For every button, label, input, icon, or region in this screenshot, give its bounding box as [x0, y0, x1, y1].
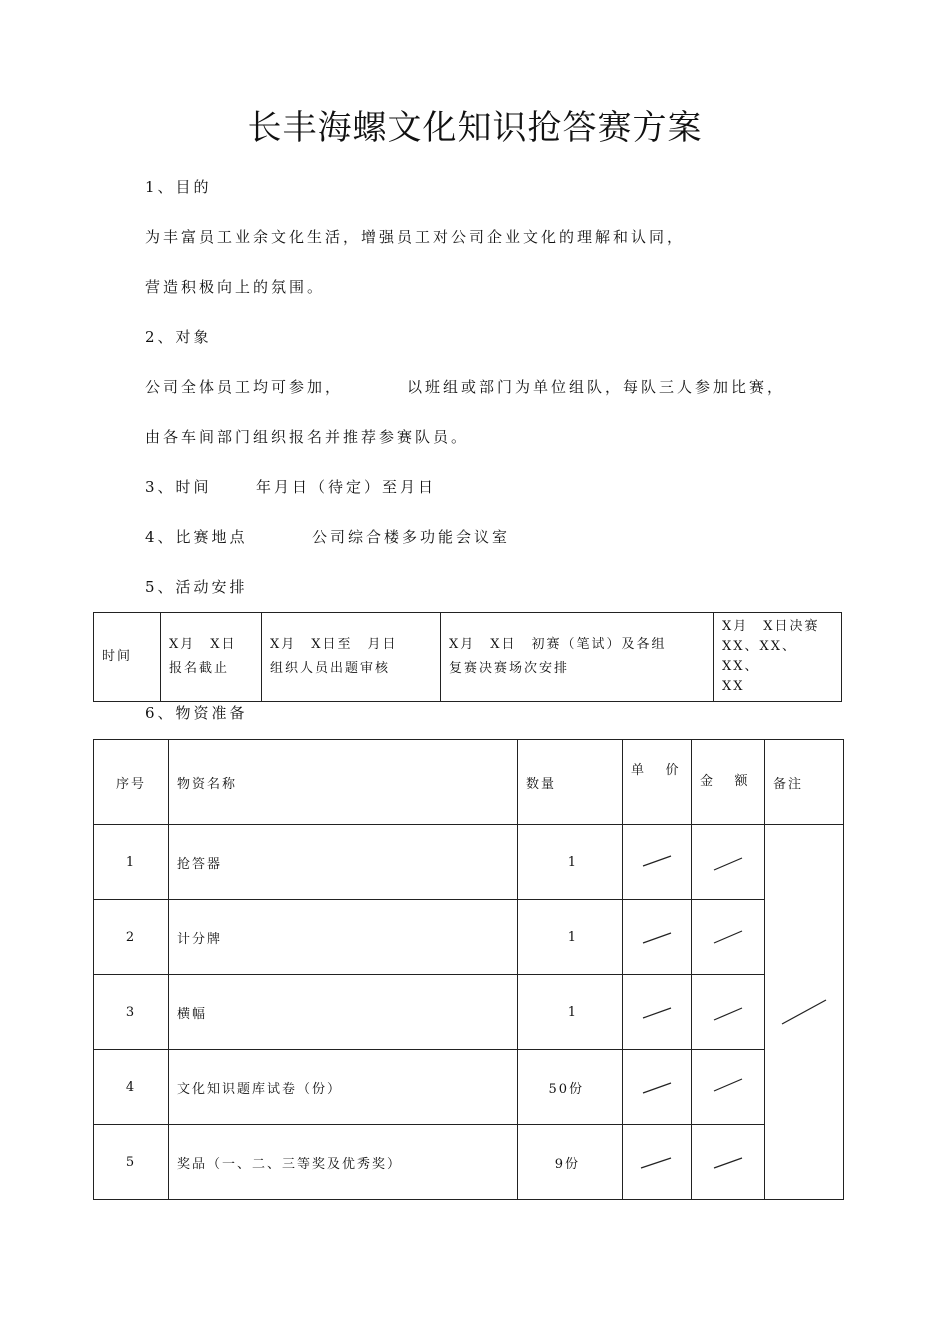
section-1-text-line-1: 为丰富员工业余文化生活，增强员工对公司企业文化的理解和认同，	[145, 228, 686, 246]
row-no: 5	[94, 1125, 169, 1200]
row-name: 文化知识题库试卷（份）	[169, 1050, 518, 1125]
schedule-cell-line: X月 X日至 月日	[270, 637, 398, 652]
row-qty: 1	[518, 900, 623, 975]
section-4-heading: 4、比赛地点	[145, 528, 248, 546]
section-5-heading: 5、活动安排	[145, 578, 248, 596]
header-amount-char-2: 额	[734, 774, 749, 789]
row-no: 3	[94, 975, 169, 1050]
row-qty: 9份	[518, 1125, 623, 1200]
row-amount-empty	[692, 1050, 765, 1125]
row-name: 计分牌	[169, 900, 518, 975]
empty-slash-mark	[637, 925, 677, 949]
schedule-cell	[262, 613, 441, 702]
schedule-label: 时间	[102, 649, 133, 664]
row-no: 1	[94, 825, 169, 900]
row-name: 奖品（一、二、三等奖及优秀奖）	[169, 1125, 518, 1200]
section-2-text-line-2: 由各车间部门组织报名并推荐参赛队员。	[145, 428, 470, 446]
header-qty: 数量	[518, 740, 623, 825]
schedule-cell-line: X月 X日 初赛（笔试）及各组	[449, 637, 667, 652]
section-3-heading: 3、时间	[145, 478, 212, 496]
section-1-text-line-2: 营造积极向上的氛围。	[145, 278, 326, 296]
schedule-cell-line: 复赛决赛场次安排	[449, 661, 570, 676]
empty-slash-mark	[708, 925, 748, 949]
schedule-cell-line: 报名截止	[169, 661, 230, 676]
row-unit-price-empty	[623, 900, 692, 975]
row-no: 2	[94, 900, 169, 975]
header-no: 序号	[94, 740, 169, 825]
row-no: 4	[94, 1050, 169, 1125]
document-title: 长丰海螺文化知识抢答赛方案	[247, 108, 703, 148]
row-qty: 50份	[518, 1050, 623, 1125]
section-2-text-line-1b: 以班组或部门为单位组队，每队三人参加比赛，	[407, 378, 786, 396]
section-3-text: 年月日（待定）至月日	[256, 478, 437, 496]
row-unit-price-empty	[623, 975, 692, 1050]
schedule-cell-line: 组织人员出题审核	[270, 661, 391, 676]
section-2-heading: 2、对象	[145, 328, 212, 346]
row-qty: 1	[518, 975, 623, 1050]
schedule-cell-line: XX	[722, 679, 745, 694]
schedule-cell-line: X月 X日	[169, 637, 237, 652]
row-qty: 1	[518, 825, 623, 900]
header-amount	[692, 740, 765, 825]
schedule-cell	[161, 613, 262, 702]
header-remark: 备注	[765, 740, 844, 825]
schedule-cell-line: XX、XX、XX、	[722, 639, 798, 674]
empty-slash-mark	[637, 1075, 677, 1099]
schedule-cell	[714, 613, 842, 702]
section-2-text-line-1a: 公司全体员工均可参加，	[145, 378, 344, 396]
empty-slash-mark	[637, 1000, 677, 1024]
schedule-table	[93, 612, 842, 702]
header-unit-price-char-1: 单	[631, 763, 646, 778]
empty-slash-mark	[708, 850, 748, 874]
materials-table	[93, 739, 844, 1200]
empty-slash-mark	[637, 1150, 677, 1174]
section-4-text: 公司综合楼多功能会议室	[312, 528, 511, 546]
schedule-label-cell	[94, 613, 161, 702]
schedule-cell	[441, 613, 714, 702]
empty-slash-mark	[708, 1150, 748, 1174]
header-unit-price: 单 价 .	[623, 740, 692, 825]
row-unit-price-empty	[623, 825, 692, 900]
section-6-heading: 6、物资准备	[145, 704, 248, 722]
row-unit-price-empty	[623, 1125, 692, 1200]
row-name: 抢答器	[169, 825, 518, 900]
header-unit-price-char-2: 价	[665, 763, 680, 778]
row-amount-empty	[692, 975, 765, 1050]
header-name: 物资名称	[169, 740, 518, 825]
header-amount-char-1: 金	[700, 774, 715, 789]
remark-merged-cell	[765, 825, 844, 1200]
section-1-heading: 1、目的	[145, 178, 212, 196]
row-unit-price-empty	[623, 1050, 692, 1125]
empty-slash-mark	[637, 850, 677, 874]
empty-slash-mark	[708, 1000, 748, 1024]
empty-slash-mark	[774, 992, 834, 1032]
empty-slash-mark	[708, 1075, 748, 1099]
row-amount-empty	[692, 900, 765, 975]
schedule-cell-line: X月 X日决赛	[722, 619, 820, 634]
row-amount-empty	[692, 1125, 765, 1200]
row-name: 横幅	[169, 975, 518, 1050]
row-amount-empty	[692, 825, 765, 900]
